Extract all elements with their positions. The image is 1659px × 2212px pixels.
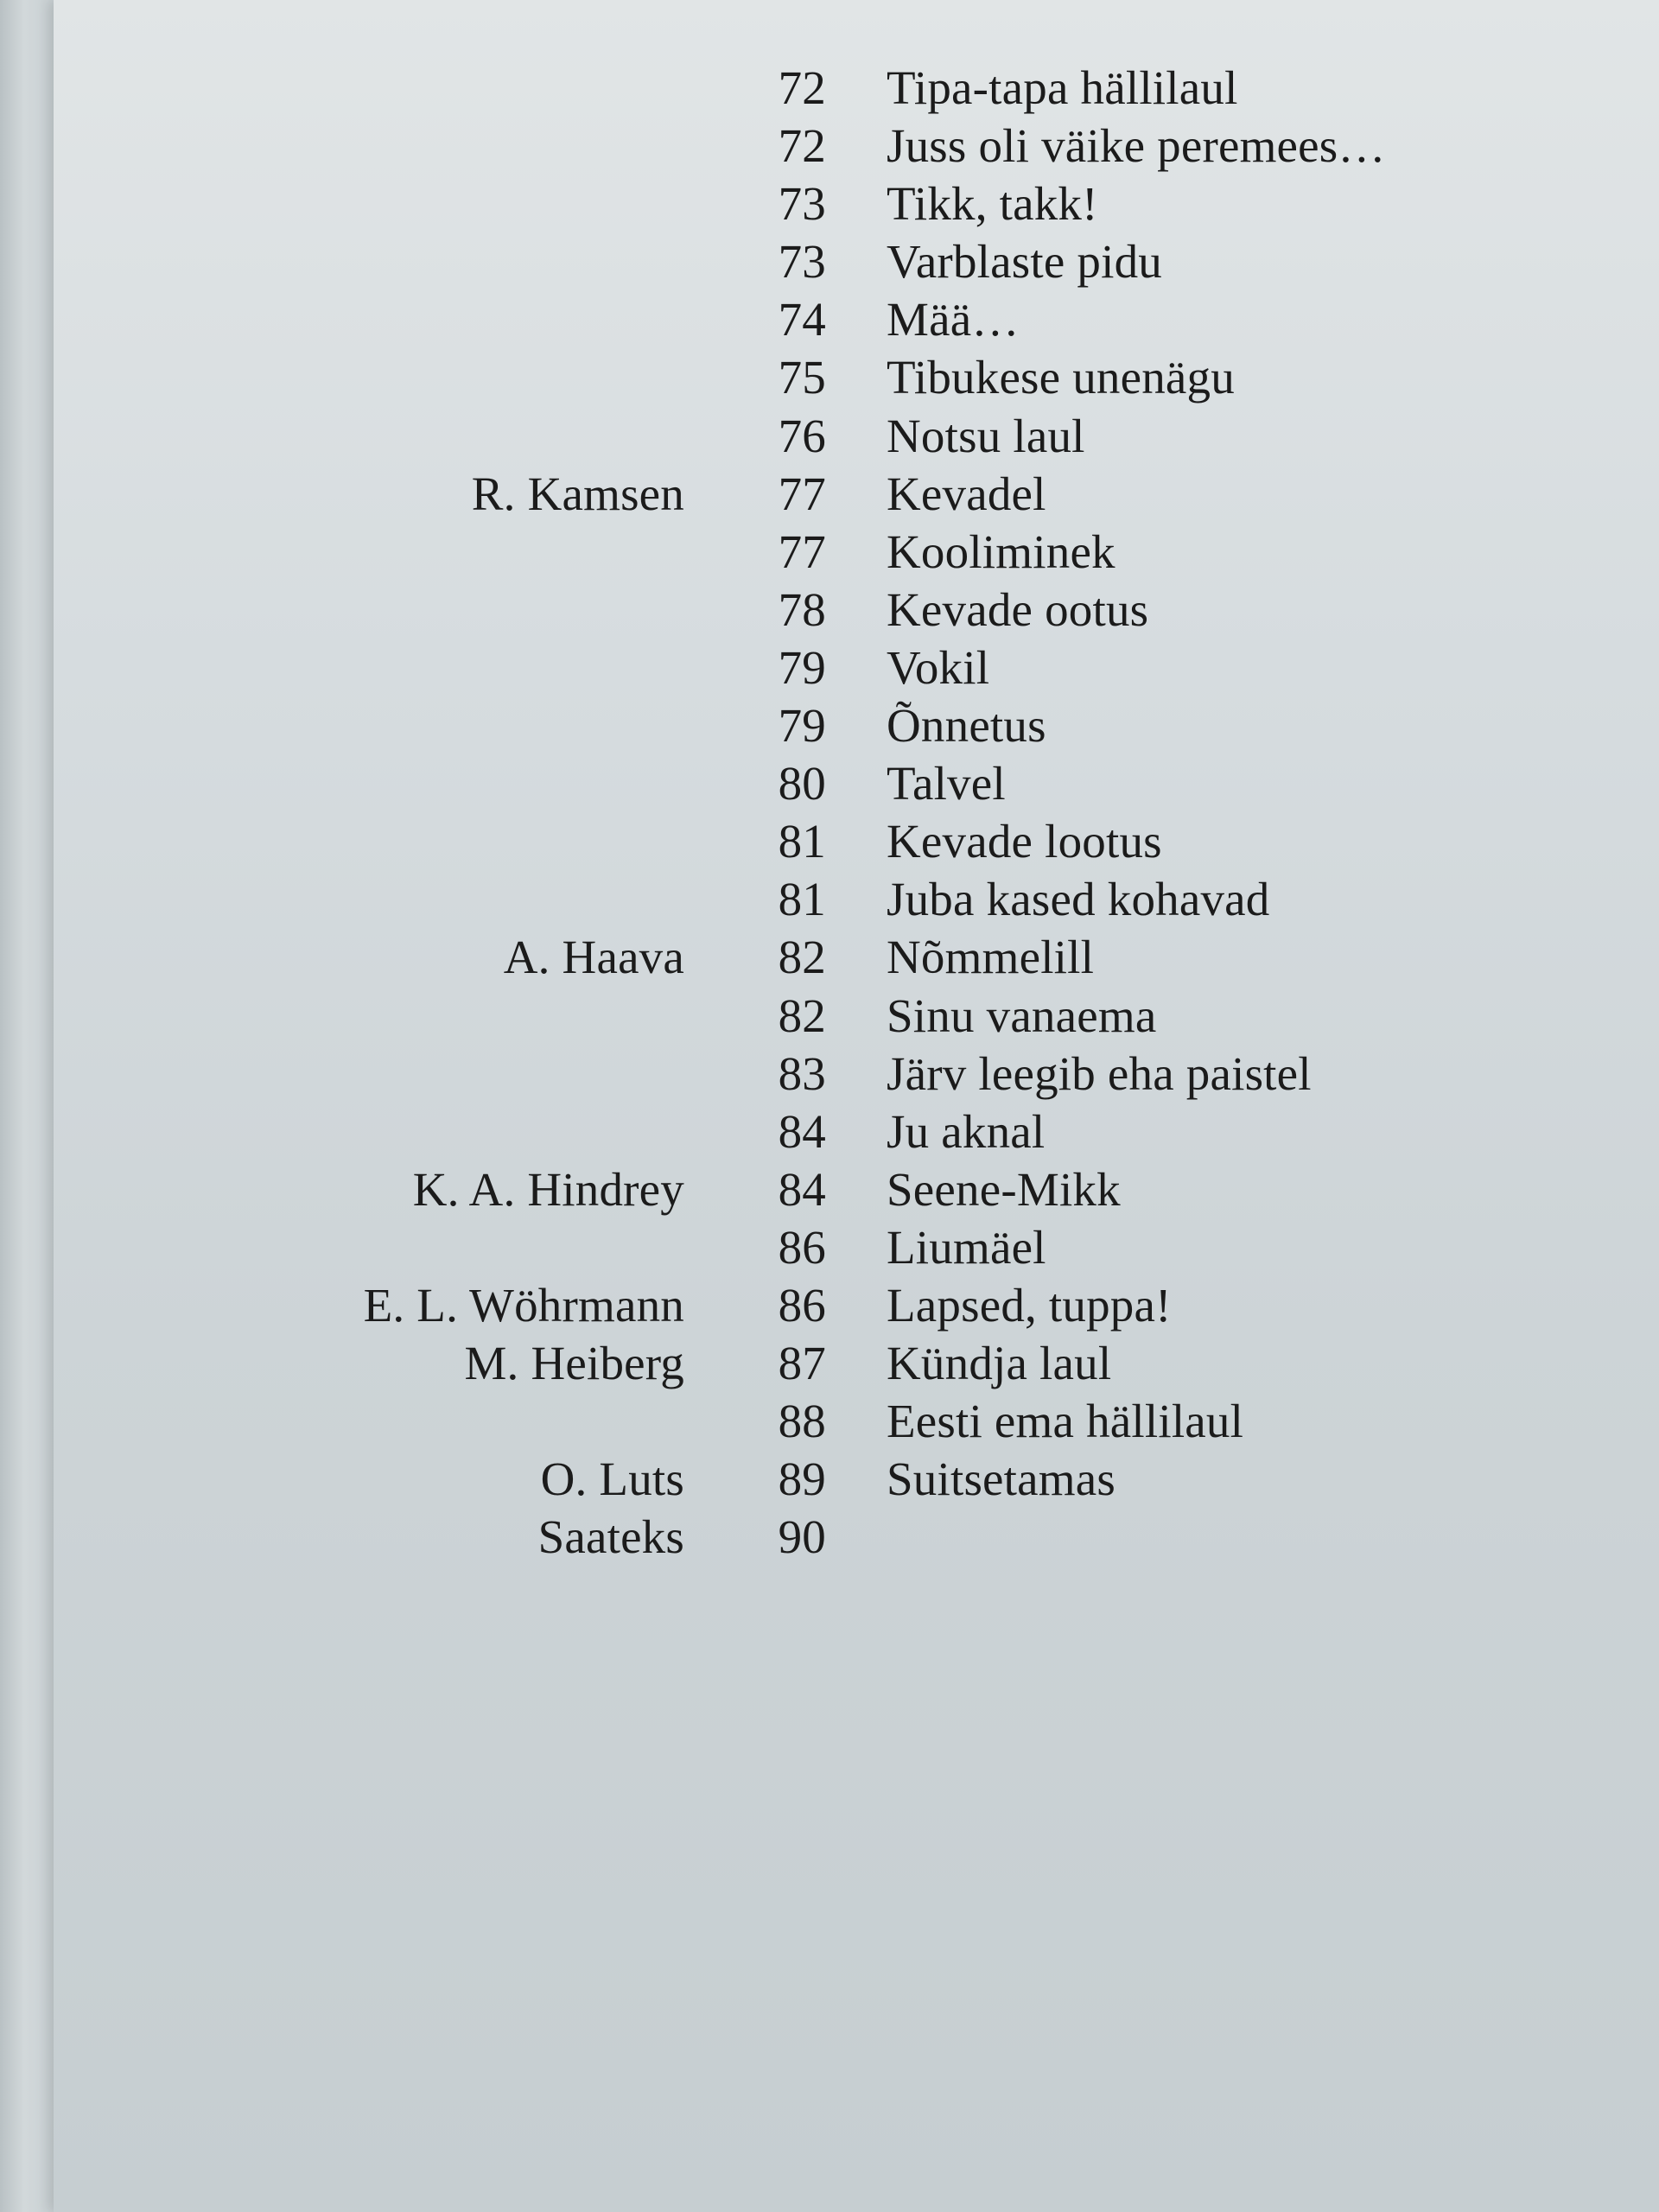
toc-page-number: 80 [778, 757, 826, 810]
toc-title: Seene-Mikk [887, 1162, 1121, 1216]
toc-entry [0, 59, 1659, 117]
toc-title: Suitsetamas [887, 1452, 1116, 1506]
toc-title: Kevade ootus [887, 582, 1149, 636]
toc-page-number: 88 [778, 1395, 826, 1448]
toc-entry [0, 523, 1659, 581]
toc-title: Tibukese unenägu [887, 351, 1235, 404]
toc-entry [0, 290, 1659, 348]
toc-entry [0, 1450, 1659, 1508]
toc-author: M. Heiberg [464, 1337, 684, 1390]
toc-page-number: 81 [778, 873, 826, 926]
toc-entry [0, 117, 1659, 175]
toc-page-number: 75 [778, 351, 826, 404]
toc-author: A. Haava [503, 931, 684, 984]
toc-title: Talvel [887, 757, 1006, 810]
toc-entry [0, 639, 1659, 696]
toc-page-number: 81 [778, 815, 826, 868]
toc-page-number: 82 [778, 988, 826, 1042]
toc-entry [0, 1103, 1659, 1160]
toc-entry [0, 870, 1659, 928]
toc-page-number: 79 [778, 699, 826, 753]
toc-page-number: 86 [778, 1278, 826, 1332]
toc-entry [0, 696, 1659, 754]
toc-title: Eesti ema hällilaul [887, 1395, 1244, 1448]
toc-entry [0, 1276, 1659, 1334]
toc-title: Kooliminek [887, 524, 1116, 578]
toc-title: Tikk, takk! [887, 177, 1098, 231]
toc-page-number: 78 [778, 582, 826, 636]
toc-entry [0, 581, 1659, 639]
toc-entry [0, 1334, 1659, 1392]
toc-entry [0, 175, 1659, 232]
toc-entry [0, 1045, 1659, 1103]
toc-page-number: 84 [778, 1104, 826, 1158]
toc-author: Saateks [537, 1510, 684, 1564]
toc-entry [0, 754, 1659, 812]
toc-page-number: 76 [778, 409, 826, 462]
toc-title: Lapsed, tuppa! [887, 1278, 1172, 1332]
toc-entry [0, 987, 1659, 1045]
toc-entry [0, 1218, 1659, 1276]
toc-title: Sinu vanaema [887, 988, 1157, 1042]
toc-title: Varblaste pidu [887, 235, 1162, 289]
toc-entry [0, 928, 1659, 986]
toc-page-number: 90 [778, 1510, 826, 1564]
table-of-contents [0, 59, 1659, 1566]
toc-page-number: 77 [778, 467, 826, 520]
toc-entry [0, 1392, 1659, 1450]
toc-author: O. Luts [540, 1452, 684, 1506]
toc-title: Nõmmelill [887, 931, 1095, 984]
toc-entry [0, 1160, 1659, 1218]
toc-page-number: 74 [778, 293, 826, 346]
toc-title: Juba kased kohavad [887, 873, 1270, 926]
toc-entry [0, 1508, 1659, 1566]
toc-entry [0, 232, 1659, 290]
toc-title: Õnnetus [887, 699, 1046, 753]
toc-page-number: 86 [778, 1220, 826, 1274]
toc-page-number: 84 [778, 1162, 826, 1216]
toc-author: R. Kamsen [471, 467, 684, 520]
toc-title: Juss oli väike peremees… [887, 119, 1386, 173]
toc-entry [0, 348, 1659, 406]
toc-entry [0, 812, 1659, 870]
toc-page-number: 77 [778, 524, 826, 578]
toc-page-number: 87 [778, 1337, 826, 1390]
toc-title: Liumäel [887, 1220, 1046, 1274]
toc-title: Kevadel [887, 467, 1046, 520]
toc-entry [0, 465, 1659, 523]
toc-author: K. A. Hindrey [412, 1162, 684, 1216]
toc-title: Kündja laul [887, 1337, 1112, 1390]
toc-title: Mää… [887, 293, 1020, 346]
toc-page-number: 79 [778, 640, 826, 694]
toc-page-number: 72 [778, 119, 826, 173]
toc-page-number: 83 [778, 1046, 826, 1100]
toc-page-number: 73 [778, 177, 826, 231]
toc-page-number: 89 [778, 1452, 826, 1506]
toc-title: Vokil [887, 640, 990, 694]
toc-title: Ju aknal [887, 1104, 1046, 1158]
toc-page-number: 82 [778, 931, 826, 984]
toc-title: Kevade lootus [887, 815, 1162, 868]
toc-page-number: 72 [778, 61, 826, 114]
toc-title: Notsu laul [887, 409, 1085, 462]
toc-page-number: 73 [778, 235, 826, 289]
toc-title: Järv leegib eha paistel [887, 1046, 1312, 1100]
toc-author: E. L. Wöhrmann [363, 1278, 684, 1332]
toc-title: Tipa-tapa hällilaul [887, 61, 1238, 114]
toc-entry [0, 407, 1659, 465]
